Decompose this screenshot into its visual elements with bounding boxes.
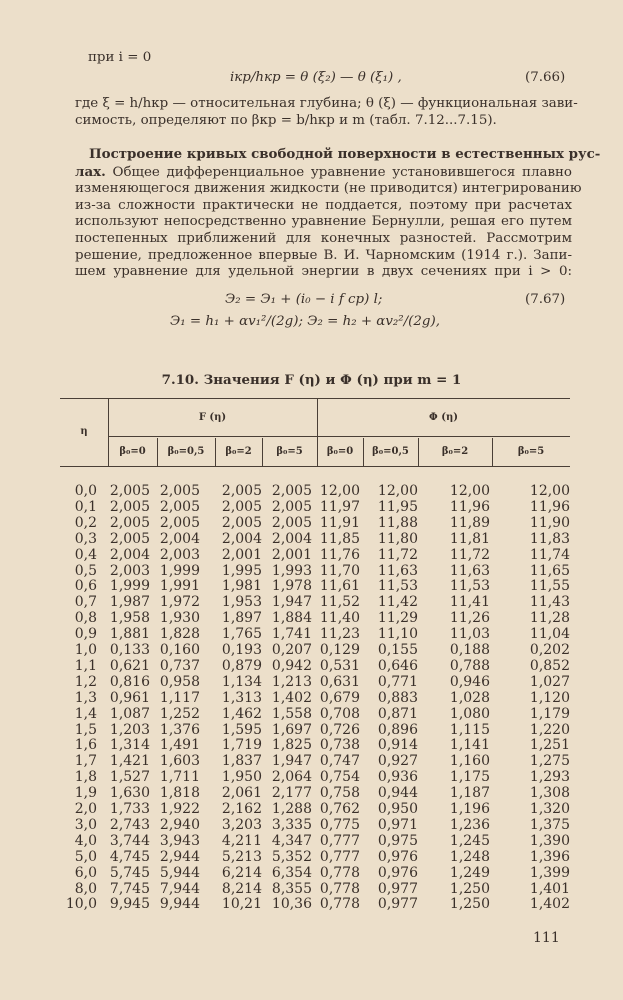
value-cell: 11,10	[377, 626, 418, 643]
eta-cell: 0,2	[74, 514, 97, 531]
value-cell: 1,115	[449, 721, 490, 738]
value-cell: 0,708	[319, 705, 360, 722]
value-cell: 0,631	[319, 673, 360, 690]
value-cell: 2,004	[159, 530, 200, 547]
value-cell: 0,852	[529, 657, 570, 674]
value-cell: 1,999	[159, 562, 200, 579]
value-cell: 11,88	[377, 514, 418, 531]
value-cell: 11,85	[319, 530, 360, 547]
value-cell: 0,155	[377, 642, 418, 658]
value-cell: 0,975	[377, 832, 418, 849]
value-cell: 3,335	[271, 816, 312, 833]
column-header-eta: η	[80, 426, 88, 437]
value-cell: 1,236	[449, 816, 490, 833]
value-cell: 0,778	[319, 864, 360, 881]
value-cell: 0,946	[449, 673, 490, 690]
page-number: 111	[533, 930, 560, 946]
value-cell: 1,293	[529, 769, 570, 786]
value-cell: 11,28	[529, 610, 570, 627]
value-cell: 1,897	[221, 610, 262, 627]
value-cell: 2,005	[271, 498, 312, 515]
value-cell: 0,914	[377, 737, 418, 754]
value-cell: 2,004	[221, 530, 262, 547]
value-cell: 1,027	[529, 673, 570, 690]
value-cell: 2,003	[159, 546, 200, 563]
value-cell: 9,945	[109, 896, 150, 913]
text-line: постепенных приближений для конечных разностей. Рассмотрим	[75, 230, 572, 246]
value-cell: 1,993	[271, 562, 312, 579]
value-cell: 1,978	[271, 578, 312, 595]
value-cell: 0,971	[377, 816, 418, 833]
value-cell: 0,778	[319, 880, 360, 897]
value-cell: 2,944	[159, 848, 200, 865]
value-cell: 11,52	[319, 594, 360, 611]
value-cell: 0,976	[377, 848, 418, 865]
value-cell: 1,947	[271, 594, 312, 611]
value-cell: 1,252	[159, 705, 200, 722]
value-cell: 2,064	[271, 769, 312, 786]
value-cell: 12,00	[319, 483, 360, 499]
value-cell: 11,83	[529, 530, 570, 547]
value-cell: 0,871	[377, 705, 418, 722]
value-cell: 1,884	[271, 610, 312, 627]
value-cell: 1,950	[221, 769, 262, 786]
value-cell: 1,421	[109, 753, 150, 770]
value-cell: 4,745	[109, 848, 150, 865]
value-cell: 1,308	[529, 785, 570, 802]
value-cell: 1,390	[529, 832, 570, 849]
value-cell: 1,930	[159, 610, 200, 627]
value-cell: 0,936	[377, 769, 418, 786]
value-cell: 1,402	[529, 896, 570, 913]
value-cell: 1,953	[221, 594, 262, 611]
value-cell: 2,005	[109, 498, 150, 515]
value-cell: 1,245	[449, 832, 490, 849]
value-cell: 1,134	[221, 673, 262, 690]
value-cell: 8,214	[221, 880, 262, 897]
text-line: симость, определяют по βкр = b/hкр и m (табл. 7.12...7.15).	[75, 112, 497, 128]
value-cell: 0,621	[109, 657, 150, 674]
eta-cell: 0,7	[74, 594, 97, 611]
value-cell: 1,527	[109, 769, 150, 786]
eta-cell: 2,0	[74, 801, 97, 817]
value-cell: 0,193	[221, 642, 262, 658]
value-cell: 1,825	[271, 737, 312, 754]
value-cell: 1,958	[109, 610, 150, 627]
value-cell: 0,788	[449, 657, 490, 674]
text-fragment: Общее дифференциальное уравнение установившегося плавно	[105, 164, 572, 180]
value-cell: 1,462	[221, 705, 262, 722]
column-subheader: β₀=2	[441, 446, 469, 457]
value-cell: 1,818	[159, 785, 200, 802]
value-cell: 6,214	[221, 864, 262, 881]
value-cell: 0,738	[319, 737, 360, 754]
eta-cell: 1,8	[74, 769, 97, 786]
value-cell: 1,313	[221, 689, 262, 706]
value-cell: 0,531	[319, 657, 360, 674]
value-cell: 0,207	[271, 642, 312, 658]
value-cell: 0,896	[377, 721, 418, 738]
eta-cell: 0,0	[74, 483, 97, 499]
value-cell: 0,977	[377, 896, 418, 913]
eta-cell: 0,5	[74, 562, 97, 579]
value-cell: 1,401	[529, 880, 570, 897]
value-cell: 4,347	[271, 832, 312, 849]
value-cell: 0,762	[319, 801, 360, 817]
value-cell: 0,944	[377, 785, 418, 802]
value-cell: 12,00	[529, 483, 570, 499]
value-cell: 1,733	[109, 801, 150, 817]
value-cell: 0,646	[377, 657, 418, 674]
value-cell: 0,958	[159, 673, 200, 690]
equation-number-7-66: (7.66)	[525, 70, 566, 85]
value-cell: 1,828	[159, 626, 200, 643]
eta-cell: 1,4	[74, 705, 97, 722]
column-subheader: β₀=0	[119, 446, 146, 457]
value-cell: 1,220	[529, 721, 570, 738]
value-cell: 11,03	[449, 626, 490, 643]
value-cell: 1,603	[159, 753, 200, 770]
value-cell: 11,40	[319, 610, 360, 627]
value-cell: 10,36	[271, 896, 312, 913]
value-cell: 1,987	[109, 594, 150, 611]
value-cell: 0,679	[319, 689, 360, 706]
value-cell: 0,754	[319, 769, 360, 786]
value-cell: 11,65	[529, 562, 570, 579]
value-cell: 1,719	[221, 737, 262, 754]
value-cell: 7,745	[109, 880, 150, 897]
value-cell: 0,816	[109, 673, 150, 690]
value-cell: 5,213	[221, 848, 262, 865]
value-cell: 11,29	[377, 610, 418, 627]
eta-cell: 0,9	[74, 626, 97, 643]
value-cell: 8,355	[271, 880, 312, 897]
value-cell: 1,288	[271, 801, 312, 817]
value-cell: 2,177	[271, 785, 312, 802]
value-cell: 1,251	[529, 737, 570, 754]
value-cell: 0,950	[377, 801, 418, 817]
formula-7-67-a: Э₂ = Э₁ + (i₀ − i f cp) l;	[225, 292, 383, 307]
table-header-rule	[108, 436, 570, 437]
value-cell: 11,97	[319, 498, 360, 515]
value-cell: 1,881	[109, 626, 150, 643]
value-cell: 1,250	[449, 880, 490, 897]
value-cell: 11,63	[449, 562, 490, 579]
eta-cell: 1,6	[74, 737, 97, 754]
eta-cell: 1,3	[74, 689, 97, 706]
value-cell: 0,883	[377, 689, 418, 706]
eta-cell: 10,0	[65, 896, 97, 913]
value-cell: 1,947	[271, 753, 312, 770]
column-subheader: β₀=0	[326, 446, 354, 457]
intro-condition: при i = 0	[88, 50, 152, 65]
formula-7-67-b: Э₁ = h₁ + αv₁²/(2g); Э₂ = h₂ + αv₂²/(2g),	[170, 314, 440, 329]
value-cell: 0,160	[159, 642, 200, 658]
eta-cell: 5,0	[74, 848, 97, 865]
text-line: решение, предложенное впервые В. И. Чарномским (1914 г.). Запи-	[75, 247, 572, 263]
value-cell: 2,061	[221, 785, 262, 802]
value-cell: 0,879	[221, 657, 262, 674]
eta-cell: 0,1	[74, 498, 97, 515]
value-cell: 1,630	[109, 785, 150, 802]
value-cell: 2,005	[221, 514, 262, 531]
value-cell: 1,741	[271, 626, 312, 643]
value-cell: 1,175	[449, 769, 490, 786]
value-cell: 0,737	[159, 657, 200, 674]
value-cell: 0,777	[319, 832, 360, 849]
where-explanation	[75, 96, 578, 129]
value-cell: 1,248	[449, 848, 490, 865]
text-line: где ξ = h/hкр — относительная глубина; θ (ξ) — функциональная зави-	[75, 96, 578, 111]
value-cell: 12,00	[449, 483, 490, 499]
column-subheader: β₀=5	[276, 446, 303, 457]
value-cell: 1,765	[221, 626, 262, 643]
value-cell: 11,43	[529, 594, 570, 611]
value-cell: 11,53	[449, 578, 490, 595]
value-cell: 2,005	[109, 530, 150, 547]
value-cell: 3,943	[159, 832, 200, 849]
value-cell: 11,96	[449, 498, 490, 515]
value-cell: 1,249	[449, 864, 490, 881]
value-cell: 2,003	[109, 562, 150, 579]
value-cell: 2,005	[109, 483, 150, 499]
value-cell: 1,396	[529, 848, 570, 865]
value-cell: 2,162	[221, 801, 262, 817]
eta-cell: 3,0	[74, 816, 97, 833]
column-subheader: β₀=0,5	[167, 446, 205, 457]
value-cell: 11,72	[449, 546, 490, 563]
text-line: шем уравнение для удельной энергии в двух сечениях при i > 0:	[75, 264, 572, 280]
value-cell: 2,001	[271, 546, 312, 563]
value-cell: 2,001	[221, 546, 262, 563]
value-cell: 11,23	[319, 626, 360, 643]
section-heading-end: лах.	[75, 163, 106, 180]
eta-cell: 0,8	[74, 610, 97, 627]
value-cell: 11,42	[377, 594, 418, 611]
value-cell: 12,00	[377, 483, 418, 499]
value-cell: 11,89	[449, 514, 490, 531]
value-cell: 1,213	[271, 673, 312, 690]
value-cell: 11,70	[319, 562, 360, 579]
value-cell: 1,080	[449, 705, 490, 722]
value-cell: 2,004	[271, 530, 312, 547]
value-cell: 3,744	[109, 832, 150, 849]
value-cell: 5,745	[109, 864, 150, 881]
value-cell: 11,90	[529, 514, 570, 531]
column-subheader: β₀=5	[517, 446, 545, 457]
value-cell: 0,977	[377, 880, 418, 897]
eta-cell: 0,4	[74, 546, 97, 563]
formula-7-66: iкр/hкр = θ (ξ₂) — θ (ξ₁) ,	[230, 70, 402, 85]
column-subheader: β₀=2	[225, 446, 252, 457]
value-cell: 1,117	[159, 689, 200, 706]
value-cell: 1,120	[529, 689, 570, 706]
value-cell: 2,005	[159, 498, 200, 515]
column-group-Phi: Φ (η)	[429, 412, 458, 423]
eta-cell: 1,0	[74, 642, 97, 658]
value-cell: 0,927	[377, 753, 418, 770]
value-cell: 11,61	[319, 578, 360, 595]
value-cell: 0,758	[319, 785, 360, 802]
eta-cell: 1,9	[74, 785, 97, 802]
equation-number-7-67: (7.67)	[525, 292, 566, 307]
text-line	[75, 164, 572, 182]
value-cell: 7,944	[159, 880, 200, 897]
value-cell: 4,211	[221, 832, 262, 849]
eta-cell: 6,0	[74, 864, 97, 881]
value-cell: 5,944	[159, 864, 200, 881]
value-cell: 2,005	[221, 498, 262, 515]
value-cell: 1,999	[109, 578, 150, 595]
value-cell: 1,711	[159, 769, 200, 786]
text-line: используют непосредственно уравнение Бернулли, решая его путем	[75, 214, 572, 230]
value-cell: 11,91	[319, 514, 360, 531]
value-cell: 11,04	[529, 626, 570, 643]
eta-cell: 0,3	[74, 530, 97, 547]
value-cell: 2,005	[159, 514, 200, 531]
value-cell: 1,697	[271, 721, 312, 738]
value-cell: 1,375	[529, 816, 570, 833]
value-cell: 1,399	[529, 864, 570, 881]
value-cell: 1,028	[449, 689, 490, 706]
value-cell: 2,005	[221, 483, 262, 499]
value-cell: 1,376	[159, 721, 200, 738]
eta-cell: 4,0	[74, 832, 97, 849]
column-subheader: β₀=0,5	[372, 446, 409, 457]
value-cell: 0,771	[377, 673, 418, 690]
value-cell: 2,005	[271, 514, 312, 531]
value-cell: 0,726	[319, 721, 360, 738]
value-cell: 0,961	[109, 689, 150, 706]
value-cell: 1,491	[159, 737, 200, 754]
section-heading-text: Построение кривых свободной поверхности в естественных рус-	[89, 146, 601, 162]
eta-cell: 1,1	[74, 657, 97, 674]
value-cell: 1,203	[109, 721, 150, 738]
value-cell: 1,320	[529, 801, 570, 817]
value-cell: 1,837	[221, 753, 262, 770]
value-cell: 1,275	[529, 753, 570, 770]
value-cell: 11,26	[449, 610, 490, 627]
value-cell: 0,747	[319, 753, 360, 770]
value-cell: 0,188	[449, 642, 490, 658]
value-cell: 1,314	[109, 737, 150, 754]
value-cell: 1,160	[449, 753, 490, 770]
value-cell: 11,55	[529, 578, 570, 595]
value-cell: 1,972	[159, 594, 200, 611]
value-cell: 11,41	[449, 594, 490, 611]
eta-cell: 1,2	[74, 673, 97, 690]
value-cell: 0,775	[319, 816, 360, 833]
value-cell: 1,981	[221, 578, 262, 595]
value-cell: 1,196	[449, 801, 490, 817]
eta-cell: 1,7	[74, 753, 97, 770]
value-cell: 11,72	[377, 546, 418, 563]
value-cell: 1,087	[109, 705, 150, 722]
value-cell: 0,976	[377, 864, 418, 881]
table-header-bottom-rule	[60, 466, 570, 467]
value-cell: 1,141	[449, 737, 490, 754]
value-cell: 1,402	[271, 689, 312, 706]
value-cell: 1,187	[449, 785, 490, 802]
column-group-F: F (η)	[198, 412, 227, 423]
text-line: из-за сложности практически не поддается, поэтому при расчетах	[75, 197, 572, 213]
main-paragraph	[75, 146, 601, 281]
value-cell: 10,21	[221, 896, 262, 913]
value-cell: 3,203	[221, 816, 262, 833]
value-cell: 2,005	[159, 483, 200, 499]
value-cell: 11,63	[377, 562, 418, 579]
value-cell: 2,004	[109, 546, 150, 563]
value-cell: 11,96	[529, 498, 570, 515]
value-cell: 0,777	[319, 848, 360, 865]
value-cell: 1,179	[529, 705, 570, 722]
value-cell: 11,95	[377, 498, 418, 515]
value-cell: 2,940	[159, 816, 200, 833]
value-cell: 1,922	[159, 801, 200, 817]
value-cell: 0,778	[319, 896, 360, 913]
eta-cell: 1,5	[74, 721, 97, 738]
value-cell: 11,81	[449, 530, 490, 547]
value-cell: 1,991	[159, 578, 200, 595]
value-cell: 0,942	[271, 657, 312, 674]
value-cell: 11,53	[377, 578, 418, 595]
table-title: 7.10. Значения F (η) и Φ (η) при m = 1	[161, 372, 462, 388]
value-cell: 9,944	[159, 896, 200, 913]
value-cell: 6,354	[271, 864, 312, 881]
value-cell: 2,743	[109, 816, 150, 833]
value-cell: 0,202	[529, 642, 570, 658]
value-cell: 11,80	[377, 530, 418, 547]
value-cell: 0,129	[319, 642, 360, 658]
value-cell: 11,74	[529, 546, 570, 563]
value-cell: 1,250	[449, 896, 490, 913]
value-cell: 1,595	[221, 721, 262, 738]
value-cell: 2,005	[271, 483, 312, 499]
value-cell: 0,133	[109, 642, 150, 658]
text-line: изменяющегося движения жидкости (не приводится) интегрированию	[75, 181, 582, 197]
value-cell: 2,005	[109, 514, 150, 531]
eta-cell: 8,0	[74, 880, 97, 897]
value-cell: 11,76	[319, 546, 360, 563]
eta-cell: 0,6	[74, 578, 97, 595]
value-cell: 1,558	[271, 705, 312, 722]
value-cell: 5,352	[271, 848, 312, 865]
section-heading	[75, 146, 601, 164]
table-top-rule	[60, 398, 570, 399]
value-cell: 1,995	[221, 562, 262, 579]
